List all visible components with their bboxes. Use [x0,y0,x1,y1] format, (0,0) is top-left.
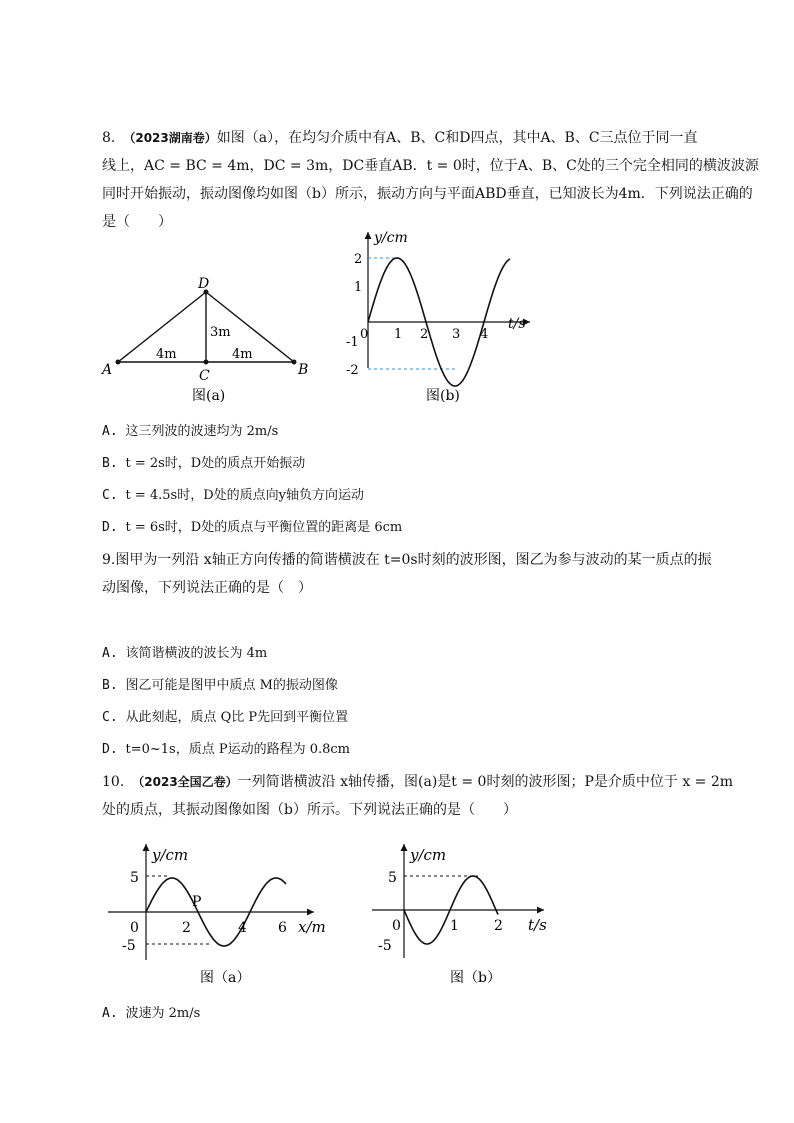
q8-fig-b-ylabel: y/cm [374,230,408,246]
q10-line-1 [102,772,733,792]
q9-line-1: 9.图甲为一列沿 x轴正方向传播的简谐横波在 t=0s时刻的波形图，图乙为参与波动的某一质点的振 [102,552,712,568]
q8-fig-b-label: 图(b) [426,388,460,404]
q8-xtick-3: 3 [452,327,461,342]
option-key: D. [102,520,118,535]
q8-fig-b-xlabel: t/s [508,316,526,332]
option-text: 这三列波的波速均为 2m/s [125,424,279,439]
q10-fig-a-label: 图（a） [200,970,251,986]
q8-len-cb: 4m [232,347,253,362]
q8-len-dc: 3m [210,325,231,340]
option-key: C. [102,710,118,725]
q8-point-c: C [199,368,210,384]
q10b-xtick-2: 2 [494,918,503,934]
q10b-xtick-1: 1 [450,918,459,934]
q10a-xtick-0: 0 [130,920,139,936]
q8-xtick-0: 0 [360,327,369,342]
q8-line-3: 同时开始振动，振动图像均如图（b）所示，振动方向与平面ABD垂直，已知波长为4m．下列说法正确的 [102,186,753,202]
q10a-ylabel: y/cm [152,846,189,864]
q8-line-4: 是（ ） [102,214,172,230]
q10-figure-b [364,838,564,998]
option-key: A. [102,1006,118,1021]
q8-line-1 [102,128,698,148]
q8-point-d: D [198,276,210,292]
option-key: D. [102,742,118,757]
q8-source: （2023湖南卷） [123,131,217,145]
option-key: B. [102,456,118,471]
option-text: t=0~1s，质点 P运动的路程为 0.8cm [125,742,351,757]
q8-xtick-2: 2 [420,327,429,342]
q10b-ytick-neg5: -5 [378,938,392,954]
option-text: t = 2s时，D处的质点开始振动 [125,456,306,471]
option-key: B. [102,678,118,693]
q8-ytick-neg2: -2 [346,363,359,378]
q8-option-a[interactable] [102,422,278,442]
q8-ytick-neg1: -1 [346,335,359,350]
q8-figure-a [100,270,330,410]
option-text: 图乙可能是图甲中质点 M的振动图像 [125,678,338,693]
q8-line-2: 线上，AC = BC = 4m，DC = 3m，DC垂直AB．t = 0时，位于A、B、C处的三个完全相同的横波波源 [102,158,759,174]
q8-ytick-1: 1 [354,280,363,295]
option-text: 该简谐横波的波长为 4m [125,646,268,661]
option-text: t = 4.5s时，D处的质点向y轴负方向运动 [125,488,364,503]
q10a-ytick-neg5: -5 [122,938,136,954]
q8-option-d[interactable] [102,518,402,538]
q10-number: 10. [102,774,125,790]
q10b-ytick-5: 5 [388,870,397,886]
q10a-xlabel: x/m [298,918,326,936]
q8-xtick-1: 1 [394,327,403,342]
option-text: 从此刻起，质点 Q比 P先回到平衡位置 [125,710,349,725]
q10b-xtick-0: 0 [392,918,401,934]
option-key: A. [102,646,118,661]
q9-option-a[interactable] [102,644,267,664]
q9-option-b[interactable] [102,676,338,696]
q8-option-c[interactable] [102,486,364,506]
q10-text-1: 一列简谐横波沿 x轴传播，图(a)是t = 0时刻的波形图；P是介质中位于 x = 2m [237,774,734,790]
q10a-ytick-5: 5 [130,870,139,886]
option-key: A. [102,424,118,439]
q9-option-c[interactable] [102,708,348,728]
q10-figure-a [100,838,350,998]
q10b-ylabel: y/cm [410,846,447,864]
option-text: t = 6s时，D处的质点与平衡位置的距离是 6cm [125,520,403,535]
q10-line-2: 处的质点，其振动图像如图（b）所示。下列说法正确的是（ ） [102,802,517,818]
q10a-xtick-6: 6 [278,920,287,936]
q9-option-d[interactable] [102,740,350,760]
q9-line-2: 动图像，下列说法正确的是（ ） [102,580,312,596]
q8-text-1: 如图（a），在均匀介质中有A、B、C和D四点，其中A、B、C三点位于同一直 [216,130,698,146]
q10a-xtick-2: 2 [182,920,191,936]
q10a-point-p: P [192,894,202,910]
option-text: 波速为 2m/s [125,1006,201,1021]
q10a-xtick-4: 4 [238,920,247,936]
q10-option-a[interactable] [102,1004,200,1024]
option-key: C. [102,488,118,503]
q8-figure-b [340,228,540,408]
q8-option-b[interactable] [102,454,305,474]
q10b-xlabel: t/s [528,916,547,934]
q8-point-b: B [298,362,309,378]
q8-ytick-2: 2 [354,252,363,267]
q8-xtick-4: 4 [480,327,489,342]
q8-fig-a-label: 图(a) [192,388,226,404]
q10-source: （2023全国乙卷） [132,775,238,789]
q8-point-a: A [102,362,113,378]
q10-fig-b-label: 图（b） [450,970,501,986]
q8-number: 8. [102,130,116,146]
q8-len-ac: 4m [156,347,177,362]
